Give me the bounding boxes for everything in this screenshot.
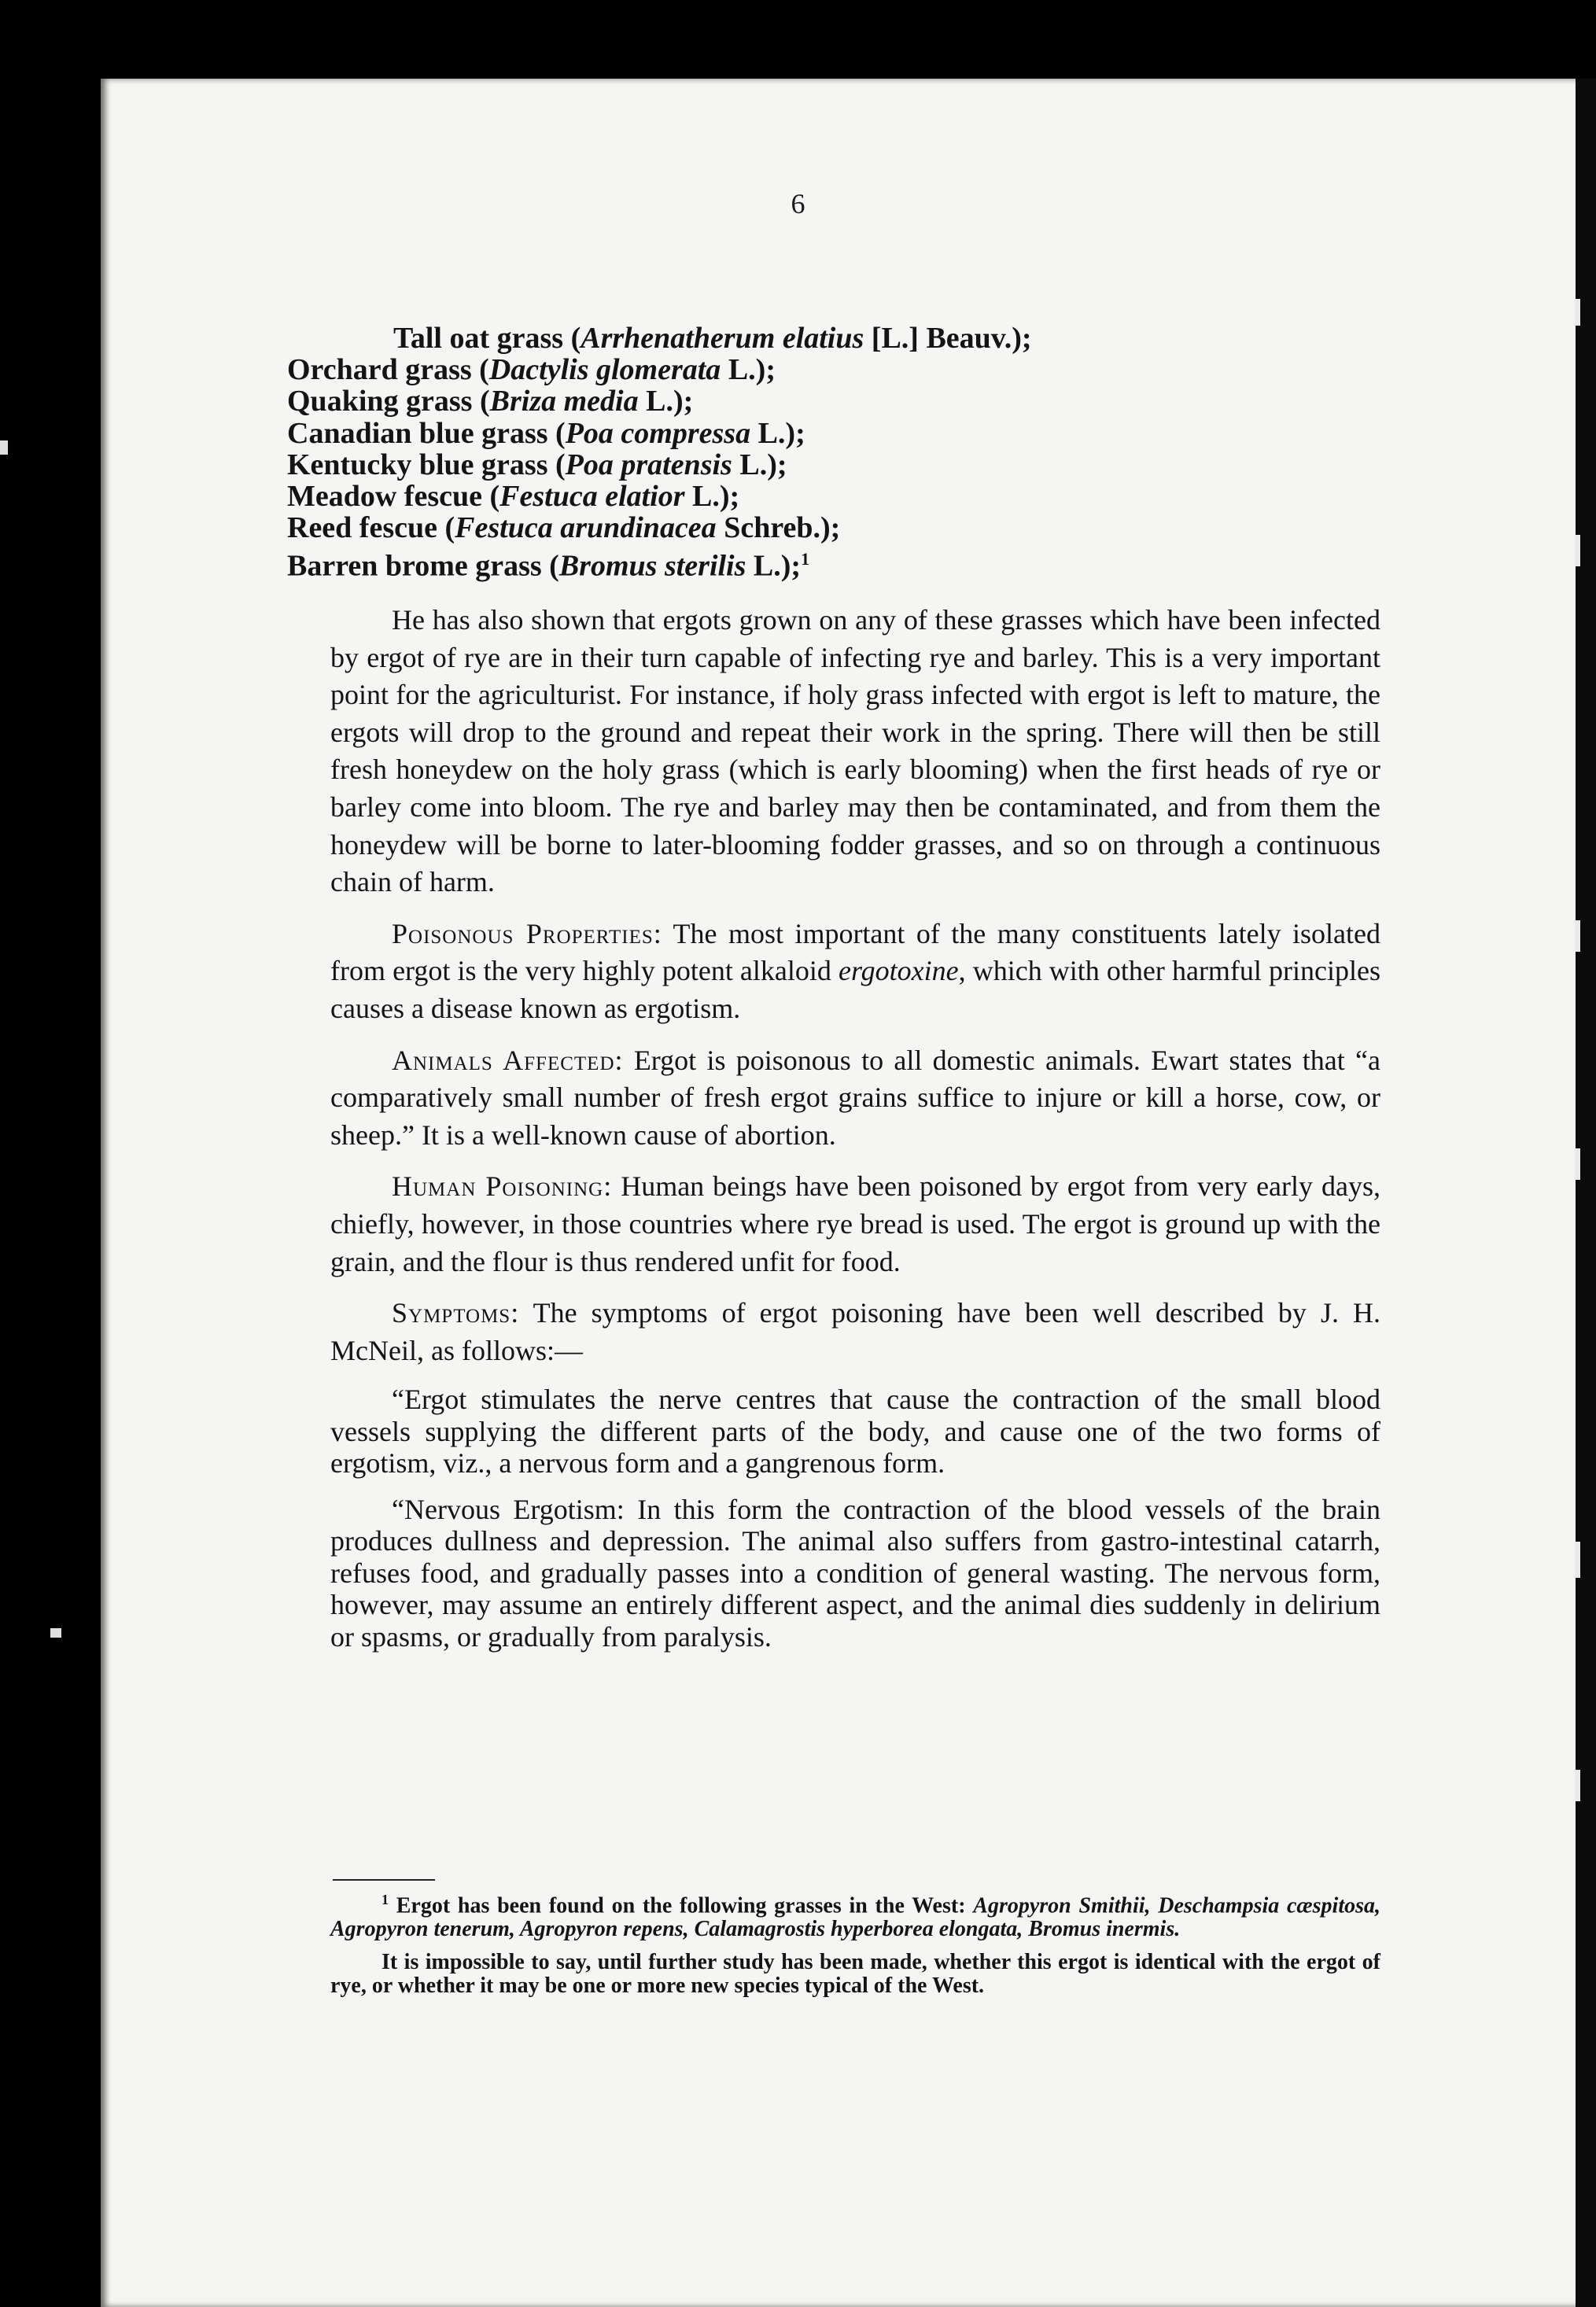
footnotes [330, 1888, 1380, 2007]
grass-list-item: Quaking grass (Briza media L.); [287, 385, 694, 418]
body-text [330, 602, 1380, 1667]
grass-list-item: Barren brome grass (Bromus sterilis L.);$^1$ [287, 549, 810, 584]
quote-nervous-ergotism: “Nervous Ergotism: In this form the contraction of the blood vessels of the brain produces dullness and depression. The animal also suffers from gastro-intestinal catarrh, refuses food, and gradually passes into a condition of general wasting. The nervous form, however, may assume an entirely different aspect, and the animal dies suddenly in delirium or spasms, or gradually from paralysis. [330, 1493, 1380, 1653]
grass-list [287, 322, 1440, 582]
grass-list-item: Meadow fescue (Festuca elatior L.); [287, 480, 740, 514]
grass-list-item: Canadian blue grass (Poa compressa L.); [287, 416, 805, 450]
section-heading: Human Poisoning: [392, 1170, 613, 1203]
grass-list-item: Orchard grass (Dactylis glomerata L.); [287, 353, 776, 387]
paragraph-animals-affected: Animals Affected: Ergot is poisonous to all domestic animals. Ewart states that “a comparatively small number of fresh ergot grains suffice to injure or kill a horse, cow, or sheep.” It is a well-known cause of abortion. [330, 1044, 1381, 1151]
section-heading: Poisonous Properties: [392, 917, 662, 949]
scan-mark-left [50, 1628, 61, 1638]
section-heading: Symptoms: [392, 1297, 520, 1329]
quote-ergot-stimulates: “Ergot stimulates the nerve centres that cause the contraction of the small blood vessels supplying the different parts of the body, and cause one of the two forms of ergotism, viz., a nervous form and a gangrenous form. [330, 1384, 1380, 1480]
paragraph-symptoms: Symptoms: The symptoms of ergot poisoning have been well described by J. H. McNeil, as follows:— [330, 1297, 1380, 1366]
footnote-2: It is impossible to say, until further study has been made, whether this ergot is identical with the ergot of rye, or whether it may be one or more new species typical of the West. [330, 1950, 1380, 1999]
paragraph-infection: He has also shown that ergots grown on any of these grasses which have been infected by ergot of rye are in their turn capable of infecting rye and barley. This is a very important point for the agriculturist. For instance, if holy grass infected with ergot is left to mature, the ergots will drop to the ground and repeat their work in the spring. There will then be still fresh honeydew on the holy grass (which is early blooming) when the first heads of rye or barley come into bloom. The rye and barley may then be contaminated, and from them the honeydew will be borne to later-blooming fodder grasses, and so on through a continuous chain of harm. [330, 604, 1380, 898]
scan-edge-strip [1576, 79, 1596, 2307]
footnote-1: $^1$ Ergot has been found on the following grasses in the West: Agropyron Smithii, Deschampsia cæspitosa, Agropyron tenerum, Agropyron repens, Calamagrostis hyperborea elongata, Bromus inermis. [330, 1892, 1381, 1942]
paragraph-human-poisoning: Human Poisoning: Human beings have been poisoned by ergot from very early days, chiefly, however, in those countries where rye bread is used. The ergot is ground up with the grain, and the flour is thus rendered unfit for food. [330, 1170, 1380, 1277]
grass-list-item: Reed fescue (Festuca arundinacea Schreb.); [287, 511, 841, 545]
footnote-rule [333, 1879, 435, 1881]
paragraph-poisonous-properties: Poisonous Properties: The most important of the many constituents lately isolated from ergot is the very highly potent alkaloid ergotoxine, which with other harmful principles causes a disease known as ergotism. [330, 917, 1380, 1024]
grass-list-item: Tall oat grass (Arrhenatherum elatius [L.] Beauv.); [393, 322, 1032, 355]
section-heading: Animals Affected: [392, 1044, 624, 1076]
footnote-ref: 1 [801, 549, 810, 569]
page-number: 6 [791, 188, 805, 219]
scan-mark-left [0, 440, 8, 455]
alkaloid-name: ergotoxine [839, 955, 959, 987]
grass-list-item: Kentucky blue grass (Poa pratensis L.); [287, 448, 787, 481]
